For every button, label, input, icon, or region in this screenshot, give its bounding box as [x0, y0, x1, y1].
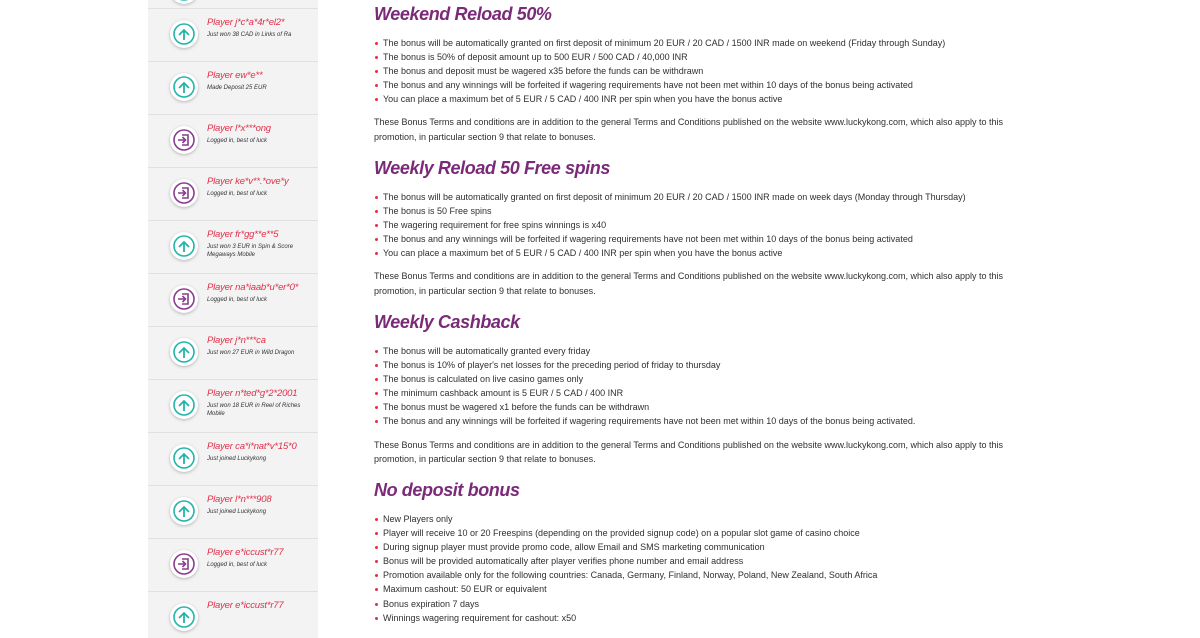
feed-player-name[interactable]: Player fr*gg**e**5: [207, 229, 279, 240]
feed-item: [148, 62, 318, 115]
feed-player-name[interactable]: Player n*ted*g*2*2001: [207, 388, 298, 399]
arrow-up-icon: [170, 603, 198, 631]
arrow-up-icon: [170, 232, 198, 260]
feed-player-name[interactable]: Player ew*e**: [207, 70, 263, 81]
arrow-up-icon: [170, 0, 198, 4]
rule-item: The bonus and deposit must be wagered x35 before the funds can be withdrawn: [374, 64, 1014, 78]
section-title: Weekly Cashback: [374, 312, 520, 332]
rule-item: Winnings wagering requirement for cashout: x50: [374, 611, 1014, 625]
activity-feed: [148, 0, 318, 638]
bonus-section: [374, 0, 1014, 144]
feed-message: Made Deposit 25 EUR: [207, 85, 267, 91]
feed-player-name[interactable]: Player j*c*a*4r*el2*: [207, 17, 285, 28]
terms-note: These Bonus Terms and conditions are in addition to the general Terms and Conditions published on the website www.luckykong.com, which also apply to this promotion, in particular section 9 that relate to bonuses.: [374, 117, 1004, 142]
rules-list: [374, 512, 1014, 625]
rule-item: During signup player must provide promo code, allow Email and SMS marketing communication: [374, 540, 1014, 554]
arrow-up-icon: [170, 20, 198, 48]
feed-message: Just won 27 EUR in Wild Dragon: [207, 350, 295, 356]
bonus-section: [374, 476, 1014, 625]
rules-list: [374, 36, 1014, 106]
feed-player-name[interactable]: Player e*iccust*r77: [207, 600, 284, 611]
feed-item: [148, 486, 318, 539]
rules-list: [374, 344, 1014, 429]
rule-item: The bonus will be automatically granted every friday: [374, 344, 1014, 358]
feed-message: Just won 18 EUR in Reel of Riches Mobile: [207, 403, 301, 417]
rule-item: The wagering requirement for free spins winnings is x40: [374, 218, 1014, 232]
rule-item: The bonus and any winnings will be forfeited if wagering requirements have not been met within 10 days of the bonus being activated: [374, 232, 1014, 246]
rule-item: Maximum cashout: 50 EUR or equivalent: [374, 582, 1014, 596]
feed-player-name[interactable]: Player e*iccust*r77: [207, 547, 284, 558]
feed-message: Just joined Luckykong: [207, 509, 267, 515]
feed-item: [148, 539, 318, 592]
feed-player-name[interactable]: Player l*x***ong: [207, 123, 271, 134]
terms-note: These Bonus Terms and conditions are in addition to the general Terms and Conditions published on the website www.luckykong.com, which also apply to this promotion, in particular section 9 that relate to bonuses.: [374, 439, 1004, 464]
login-icon: [170, 550, 198, 578]
feed-item: [148, 221, 318, 274]
feed-item: [148, 327, 318, 380]
arrow-up-icon: [170, 73, 198, 101]
rule-item: The bonus is 10% of player's net losses for the preceding period of friday to thursday: [374, 358, 1014, 372]
rule-item: The bonus is 50% of deposit amount up to 500 EUR / 500 CAD / 40,000 INR: [374, 50, 1014, 64]
feed-item: [148, 274, 318, 327]
feed-message: Just won 3 EUR in Spin & Score Megaways Mobile: [207, 244, 294, 258]
feed-message: Just won 38 CAD in Links of Ra: [207, 32, 292, 38]
feed-item: [148, 168, 318, 221]
feed-item: [148, 9, 318, 62]
rule-item: Bonus expiration 7 days: [374, 597, 1014, 611]
arrow-up-icon: [170, 391, 198, 419]
section-title: No deposit bonus: [374, 480, 520, 500]
rule-item: You can place a maximum bet of 5 EUR / 5 CAD / 400 INR per spin when you have the bonus active: [374, 246, 1014, 260]
rule-item: The bonus is 50 Free spins: [374, 204, 1014, 218]
rule-item: Promotion available only for the following countries: Canada, Germany, Finland, Norway, Poland, New Zealand, South Africa: [374, 568, 1014, 582]
rule-item: New Players only: [374, 512, 1014, 526]
bonus-section: [374, 154, 1014, 298]
feed-item: [148, 115, 318, 168]
rule-item: The minimum cashback amount is 5 EUR / 5 CAD / 400 INR: [374, 386, 1014, 400]
feed-message: Logged in, best of luck: [207, 138, 268, 144]
rule-item: The bonus is calculated on live casino games only: [374, 372, 1014, 386]
section-title: Weekend Reload 50%: [374, 4, 552, 24]
arrow-up-icon: [170, 444, 198, 472]
feed-player-name[interactable]: Player na*iaab*u*er*0*: [207, 282, 299, 293]
feed-message: Logged in, best of luck: [207, 297, 268, 303]
feed-player-name[interactable]: Player ke*v**.*ove*y: [207, 176, 289, 187]
login-icon: [170, 179, 198, 207]
login-icon: [170, 285, 198, 313]
feed-item: [148, 592, 318, 638]
rule-item: The bonus will be automatically granted on first deposit of minimum 20 EUR / 20 CAD / 1500 INR made on weekend (Friday through Sunday): [374, 36, 1014, 50]
feed-item-partial: [148, 0, 318, 9]
section-title: Weekly Reload 50 Free spins: [374, 158, 610, 178]
feed-player-name[interactable]: Player ca*i*nat*v*15*0: [207, 441, 297, 452]
rule-item: Bonus will be provided automatically after player verifies phone number and email address: [374, 554, 1014, 568]
feed-player-name[interactable]: Player j*n***ca: [207, 335, 266, 346]
rule-item: You can place a maximum bet of 5 EUR / 5 CAD / 400 INR per spin when you have the bonus active: [374, 92, 1014, 106]
arrow-up-icon: [170, 497, 198, 525]
rule-item: The bonus must be wagered x1 before the funds can be withdrawn: [374, 400, 1014, 414]
feed-message: Logged in, best of luck: [207, 562, 268, 568]
feed-item: [148, 433, 318, 486]
feed-list: [148, 9, 318, 638]
feed-item: [148, 380, 318, 433]
rules-list: [374, 190, 1014, 260]
login-icon: [170, 126, 198, 154]
terms-note: These Bonus Terms and conditions are in addition to the general Terms and Conditions published on the website www.luckykong.com, which also apply to this promotion, in particular section 9 that relate to bonuses.: [374, 271, 1004, 296]
rule-item: The bonus and any winnings will be forfeited if wagering requirements have not been met within 10 days of the bonus being activated.: [374, 414, 1014, 428]
rule-item: The bonus and any winnings will be forfeited if wagering requirements have not been met within 10 days of the bonus being activated: [374, 78, 1014, 92]
rule-item: Player will receive 10 or 20 Freespins (depending on the provided signup code) on a popular slot game of casino choice: [374, 526, 1014, 540]
feed-message: Just joined Luckykong: [207, 456, 267, 462]
bonus-section: [374, 308, 1014, 466]
arrow-up-icon: [170, 338, 198, 366]
feed-message: Logged in, best of luck: [207, 191, 268, 197]
rule-item: The bonus will be automatically granted on first deposit of minimum 20 EUR / 20 CAD / 1500 INR made on week days (Monday through Thursday): [374, 190, 1014, 204]
feed-player-name[interactable]: Player l*n***908: [207, 494, 272, 505]
